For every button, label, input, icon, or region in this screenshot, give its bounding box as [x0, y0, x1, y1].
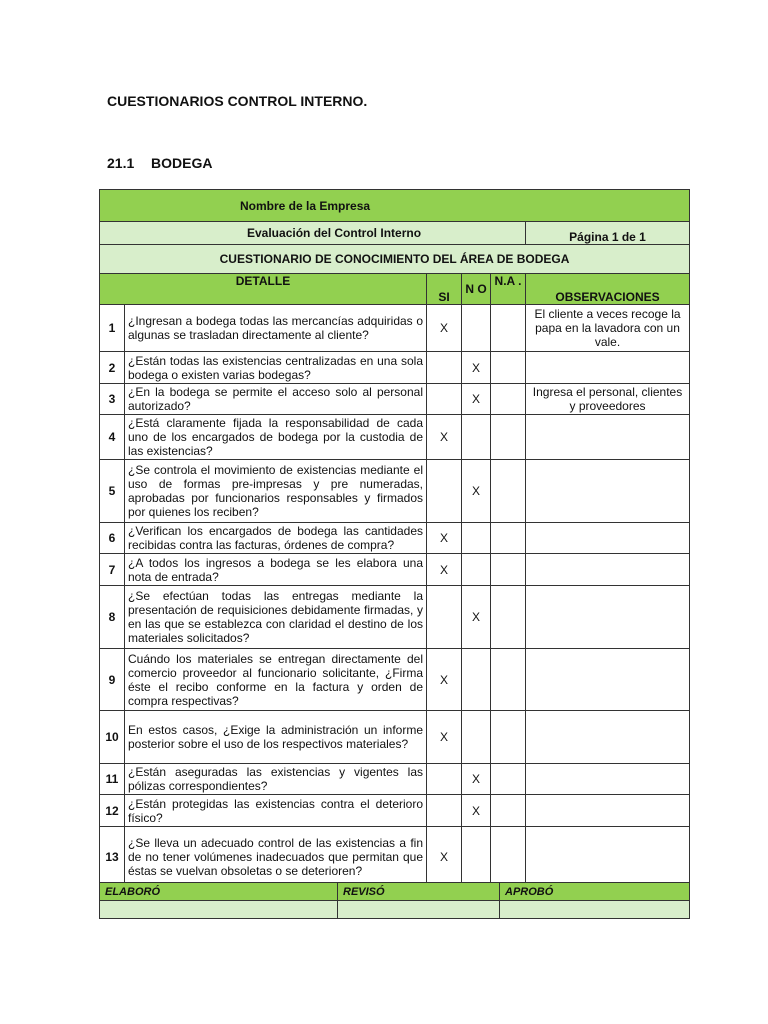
question-row: [100, 711, 690, 764]
question-text: ¿Se lleva un adecuado control de las existencias a fin de no tener volúmenes inadecuados que permitan que éstas se vuelvan obsoletas o se deterioren?: [125, 827, 427, 887]
column-header-row: [100, 274, 690, 305]
approval-footer: [99, 882, 690, 919]
row-number: 7: [100, 554, 125, 586]
question-row: [100, 827, 690, 887]
row-number: 10: [100, 711, 125, 764]
col-no-header: N O: [462, 274, 491, 305]
observation: [526, 554, 690, 586]
no-mark: [462, 523, 491, 554]
si-mark: [427, 764, 462, 795]
question-text: Cuándo los materiales se entregan directamente del comercio proveedor al funcionario solicitante, ¿Firma éste el recibo conforme en la factura y orden de compra respectivas?: [125, 649, 427, 711]
si-mark: [427, 586, 462, 649]
no-mark: [462, 415, 491, 460]
row-number: 5: [100, 460, 125, 523]
no-mark: X: [462, 384, 491, 415]
question-row: [100, 764, 690, 795]
observation: [526, 795, 690, 827]
reviso-signature-cell: [338, 901, 500, 919]
col-detail-header: DETALLE: [100, 274, 427, 305]
no-mark: X: [462, 764, 491, 795]
na-mark: [491, 795, 526, 827]
document-heading: CUESTIONARIOS CONTROL INTERNO.: [107, 93, 368, 109]
observation: El cliente a veces recoge la papa en la lavadora con un vale.: [526, 305, 690, 352]
si-mark: X: [427, 415, 462, 460]
si-mark: X: [427, 827, 462, 887]
question-text: En estos casos, ¿Exige la administración un informe posterior sobre el uso de los respectivos materiales?: [125, 711, 427, 764]
na-mark: [491, 384, 526, 415]
observation: [526, 523, 690, 554]
section-number: 21.1: [107, 155, 135, 171]
si-mark: [427, 352, 462, 384]
na-mark: [491, 352, 526, 384]
row-number: 9: [100, 649, 125, 711]
observation: [526, 415, 690, 460]
col-na-header: N.A .: [491, 274, 526, 305]
section-heading: [107, 155, 212, 171]
si-mark: X: [427, 305, 462, 352]
row-number: 3: [100, 384, 125, 415]
question-row: [100, 795, 690, 827]
si-mark: [427, 384, 462, 415]
row-number: 1: [100, 305, 125, 352]
evaluation-title: Evaluación del Control Interno: [100, 222, 526, 245]
question-row: [100, 415, 690, 460]
no-mark: X: [462, 460, 491, 523]
observation: [526, 586, 690, 649]
aprobo-signature-cell: [500, 901, 690, 919]
section-title: BODEGA: [151, 155, 213, 171]
na-mark: [491, 523, 526, 554]
no-mark: [462, 554, 491, 586]
row-number: 11: [100, 764, 125, 795]
no-mark: [462, 711, 491, 764]
elaboro-signature-cell: [100, 901, 338, 919]
question-text: ¿Están aseguradas las existencias y vigentes las pólizas correspondientes?: [125, 764, 427, 795]
question-row: [100, 523, 690, 554]
questionnaire-title: CUESTIONARIO DE CONOCIMIENTO DEL ÁREA DE BODEGA: [100, 245, 690, 274]
na-mark: [491, 764, 526, 795]
question-text: ¿Se efectúan todas las entregas mediante la presentación de requisiciones debidamente firmadas, y en las que se establezca con claridad el destino de los materiales solicitados?: [125, 586, 427, 649]
question-row: [100, 586, 690, 649]
na-mark: [491, 649, 526, 711]
col-obs-header: OBSERVACIONES: [526, 274, 690, 305]
row-number: 4: [100, 415, 125, 460]
question-row: [100, 554, 690, 586]
no-mark: X: [462, 352, 491, 384]
observation: [526, 827, 690, 887]
si-mark: X: [427, 523, 462, 554]
question-text: ¿Verifican los encargados de bodega las cantidades recibidas contra las facturas, órdenes de compra?: [125, 523, 427, 554]
question-text: ¿En la bodega se permite el acceso solo al personal autorizado?: [125, 384, 427, 415]
elaboro-label: ELABORÓ: [100, 883, 338, 901]
no-mark: [462, 827, 491, 887]
na-mark: [491, 586, 526, 649]
no-mark: [462, 649, 491, 711]
row-number: 2: [100, 352, 125, 384]
col-si-header: SI: [427, 274, 462, 305]
aprobo-label: APROBÓ: [500, 883, 690, 901]
question-text: ¿Está claramente fijada la responsabilidad de cada uno de los encargados de bodega por la custodia de las existencias?: [125, 415, 427, 460]
observation: [526, 352, 690, 384]
question-text: ¿Están todas las existencias centralizadas en una sola bodega o existen varias bodegas?: [125, 352, 427, 384]
na-mark: [491, 415, 526, 460]
question-text: ¿Se controla el movimiento de existencias mediante el uso de formas pre-impresas y pre numeradas, aprobadas por funcionarios responsables y firmados por quienes los reciben?: [125, 460, 427, 523]
page-indicator: Página 1 de 1: [526, 222, 690, 245]
row-number: 6: [100, 523, 125, 554]
na-mark: [491, 554, 526, 586]
si-mark: X: [427, 711, 462, 764]
na-mark: [491, 305, 526, 352]
question-text: ¿A todos los ingresos a bodega se les elabora una nota de entrada?: [125, 554, 427, 586]
question-row: [100, 460, 690, 523]
observation: [526, 460, 690, 523]
observation: [526, 649, 690, 711]
row-number: 13: [100, 827, 125, 887]
question-row: [100, 305, 690, 352]
observation: Ingresa el personal, clientes y proveedores: [526, 384, 690, 415]
no-mark: X: [462, 795, 491, 827]
no-mark: X: [462, 586, 491, 649]
na-mark: [491, 460, 526, 523]
company-name: Nombre de la Empresa: [100, 190, 690, 222]
row-number: 12: [100, 795, 125, 827]
reviso-label: REVISÓ: [338, 883, 500, 901]
row-number: 8: [100, 586, 125, 649]
question-text: ¿Están protegidas las existencias contra el deterioro físico?: [125, 795, 427, 827]
si-mark: [427, 795, 462, 827]
no-mark: [462, 305, 491, 352]
questionnaire-table: [99, 189, 690, 887]
question-row: [100, 384, 690, 415]
na-mark: [491, 711, 526, 764]
observation: [526, 764, 690, 795]
question-row: [100, 352, 690, 384]
si-mark: X: [427, 649, 462, 711]
si-mark: X: [427, 554, 462, 586]
question-text: ¿Ingresan a bodega todas las mercancías adquiridas o algunas se trasladan directamente al cliente?: [125, 305, 427, 352]
na-mark: [491, 827, 526, 887]
si-mark: [427, 460, 462, 523]
observation: [526, 711, 690, 764]
question-row: [100, 649, 690, 711]
